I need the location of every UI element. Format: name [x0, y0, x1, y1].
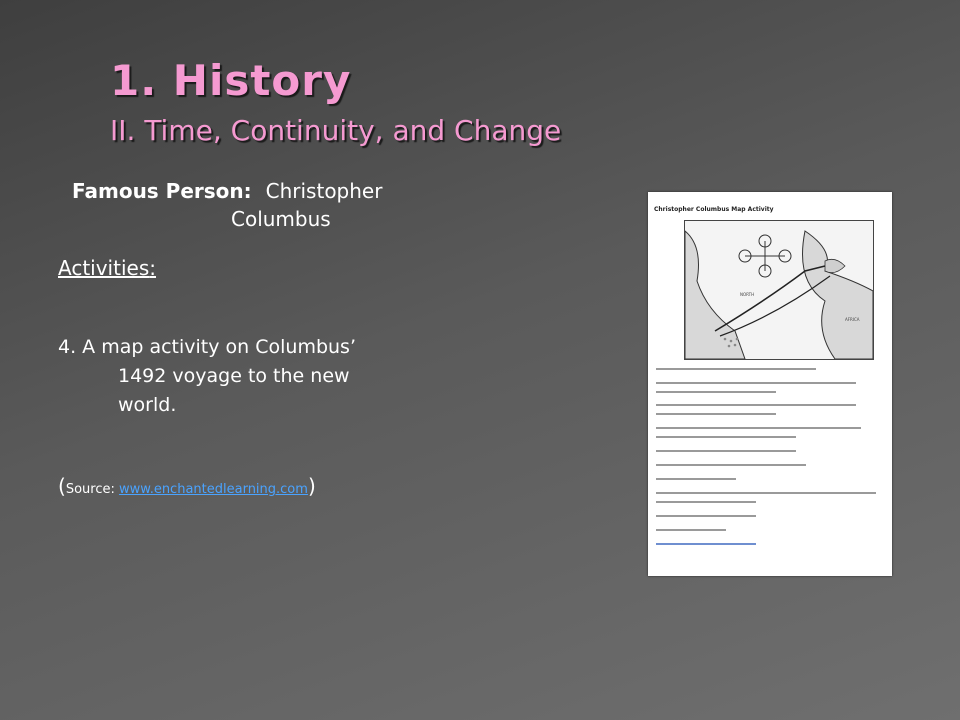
- slide-subtitle: II. Time, Continuity, and Change: [110, 114, 562, 147]
- thumbnail-text-line: [656, 382, 856, 384]
- thumbnail-heading: Christopher Columbus Map Activity: [654, 206, 774, 213]
- thumbnail-text-line: [656, 478, 736, 480]
- thumbnail-text-line: [656, 427, 861, 429]
- thumbnail-text-line: [656, 464, 806, 466]
- activities-heading: [58, 256, 156, 280]
- thumbnail-text-line: [656, 391, 776, 393]
- thumbnail-link-line: [656, 543, 756, 545]
- thumbnail-text-line: [656, 515, 756, 517]
- thumbnail-text-line: [656, 450, 796, 452]
- source-link[interactable]: www.enchantedlearning.com: [118, 482, 308, 497]
- map-drawing-icon: [685, 221, 873, 359]
- source-citation: [58, 474, 316, 498]
- thumbnail-text-line: [656, 529, 726, 531]
- thumbnail-text-line: [656, 492, 876, 494]
- source-label: Source:: [65, 482, 115, 497]
- svg-text:AFRICA: AFRICA: [845, 317, 860, 322]
- famous-person-label: Famous Person:: [72, 179, 252, 203]
- thumbnail-text-line: [656, 413, 776, 415]
- activity-item-line-3: world.: [118, 394, 177, 416]
- activity-item: [58, 333, 478, 420]
- thumbnail-text-line: [656, 368, 816, 370]
- svg-text:NORTH: NORTH: [740, 292, 755, 297]
- source-close-paren: ): [307, 474, 316, 498]
- famous-person-value-2: Columbus: [231, 207, 331, 231]
- thumbnail-text-line: [656, 404, 856, 406]
- worksheet-thumbnail-image: [648, 192, 892, 576]
- slide-title: 1. History: [110, 56, 352, 105]
- activity-item-line-2: 1492 voyage to the new: [118, 365, 350, 387]
- famous-person-value-1: Christopher: [265, 179, 383, 203]
- thumbnail-text-line: [656, 436, 796, 438]
- activities-colon: :: [149, 256, 156, 280]
- thumbnail-map-icon: [684, 220, 874, 360]
- activity-item-line-1: 4. A map activity on Columbus’: [58, 336, 356, 358]
- thumbnail-text-line: [656, 501, 756, 503]
- famous-person: [72, 177, 382, 233]
- source-open-paren: (: [58, 474, 66, 498]
- activities-label: Activities: [58, 256, 150, 280]
